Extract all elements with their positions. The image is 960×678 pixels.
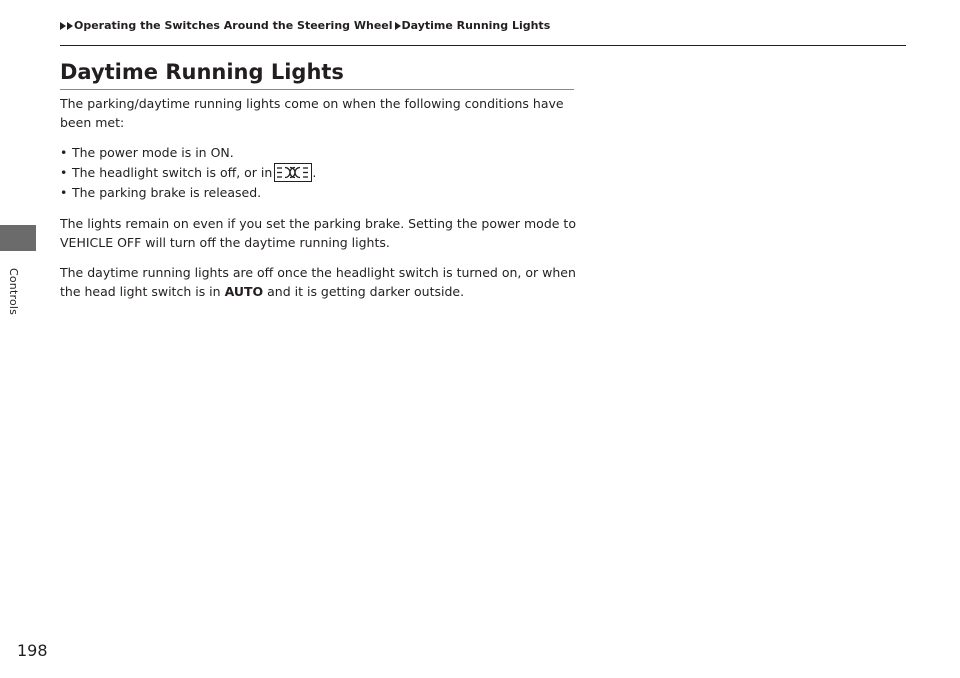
breadcrumb	[60, 19, 550, 32]
intro-paragraph: The parking/daytime running lights come on when the following conditions have been met:	[60, 96, 564, 130]
body-content	[60, 94, 580, 301]
page-title: Daytime Running Lights	[60, 60, 344, 84]
breadcrumb-arrow-icon	[60, 22, 66, 30]
parking-light-icon	[274, 163, 312, 182]
list-item: • The headlight switch is off, or in .	[60, 163, 580, 182]
note-paragraph: The lights remain on even if you set the parking brake. Setting the power mode to VEHICLE OFF will turn off the daytime running lights.	[60, 216, 576, 250]
auto-paragraph: The daytime running lights are off once the headlight switch is turned on, or when the head light switch is in AUTO and it is getting darker outside.	[60, 265, 576, 299]
list-item: • The parking brake is released.	[60, 183, 580, 202]
breadcrumb-level1[interactable]: Operating the Switches Around the Steering Wheel	[74, 19, 393, 32]
conditions-list	[60, 143, 580, 202]
breadcrumb-level2[interactable]: Daytime Running Lights	[401, 19, 551, 32]
list-item: • The power mode is in ON.	[60, 143, 580, 162]
chapter-label: Controls	[7, 268, 20, 316]
page-number: 198	[17, 641, 48, 660]
header-divider	[60, 45, 906, 46]
breadcrumb-arrow-icon	[395, 22, 401, 30]
title-divider	[60, 89, 574, 90]
breadcrumb-arrow-icon	[67, 22, 73, 30]
chapter-tab	[0, 225, 36, 251]
auto-keyword: AUTO	[224, 284, 264, 299]
